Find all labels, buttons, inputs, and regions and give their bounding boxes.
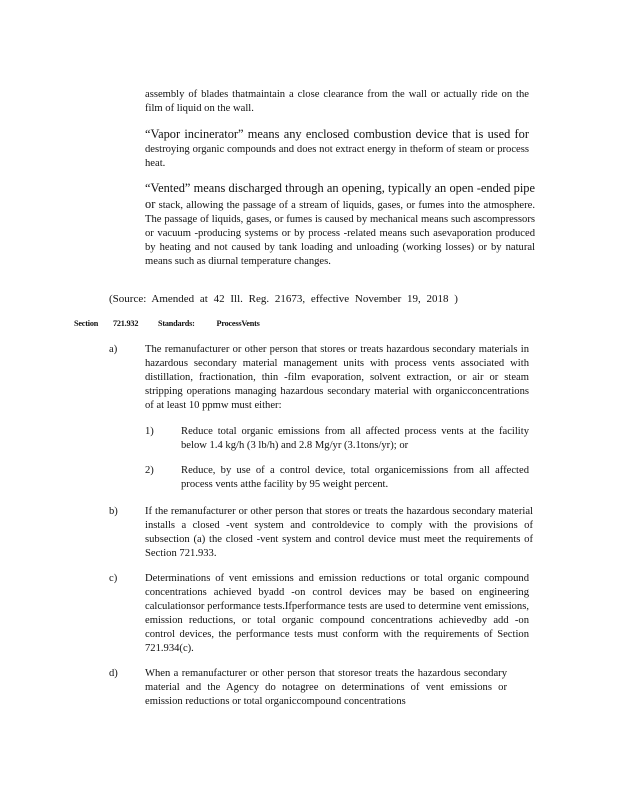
section-title: Standards: ProcessVents — [158, 319, 260, 328]
definition-rest: destroying organic compounds and does not extract energy in theform of steam or process heat. — [145, 144, 529, 169]
item-text: Reduce total organic emissions from all affected process vents at the facility below 1.4 kg/h (3 lb/h) and 2.8 Mg/yr (3.1tons/yr); or — [181, 426, 529, 451]
subsection-label: a) — [109, 344, 118, 355]
top-paragraph: assembly of blades thatmaintain a close clearance from the wall or actually ride on the film of liquid on the wall. — [145, 89, 529, 114]
subsection-text: Determinations of vent emissions and emission reductions or total organic compound concentrations achieved byadd -on control devices may be based on engineering calculationsor performance tests.Ifperformance tests are used to determine vent emissions, emission reductions, or total organic compound concentrations achievedby add -on control devices, the performance tests must conform with the requirements of Section 721.934(c). — [145, 573, 529, 654]
subsection-label: d) — [109, 668, 118, 679]
item-label: 2) — [145, 465, 154, 476]
subsection-label: c) — [109, 573, 118, 584]
source-note: (Source: Amended at 42 Ill. Reg. 21673, effective November 19, 2018 ) — [109, 293, 458, 305]
definition-rest: stack, allowing the passage of a stream of liquids, gases, or fumes into the atmosphere. The passage of liquids, gases, or fumes is caused by mechanical means such ascompressors or vacuum -producing systems or by process -related means such asevaporation produced by heating and not caused by tank loading and unloading (working losses) or by natural means such as diurnal temperature changes. — [145, 200, 536, 267]
section-number: 721.932 — [113, 319, 139, 328]
definition-vented — [145, 181, 535, 269]
definition-vapor-incinerator — [145, 127, 529, 171]
item-label: 1) — [145, 426, 154, 437]
subsection-text: If the remanufacturer or other person that stores or treats the hazardous secondary material installs a closed -vent system and controldevice to comply with the provisions of subsection (a) the closed -vent system and control device must meet the requirements of Section 721.933. — [145, 506, 533, 559]
definition-lead: “Vapor incinerator” means any enclosed combustion device that is used for — [145, 127, 529, 141]
subsection-label: b) — [109, 506, 118, 517]
subsection-text: When a remanufacturer or other person that storesor treats the hazardous secondary material and the Agency do notagree on determinations of vent emissions or emission reductions or total organiccompound concentrations — [145, 668, 507, 707]
definition-lead: “Vented” means discharged through an opening, typically an open -ended pipe or — [145, 181, 535, 211]
subsection-text: The remanufacturer or other person that stores or treats hazardous secondary materials in hazardous secondary material management units with process vents associated with distillation, fractionation, thin -film evaporation, solvent extraction, or air or steam stripping operations managing hazardous secondary material with organicconcentrations of at least 10 ppmw must either: — [145, 344, 529, 411]
section-label: Section — [74, 319, 99, 328]
item-text: Reduce, by use of a control device, total organicemissions from all affected process vents atthe facility by 95 weight percent. — [181, 465, 529, 490]
